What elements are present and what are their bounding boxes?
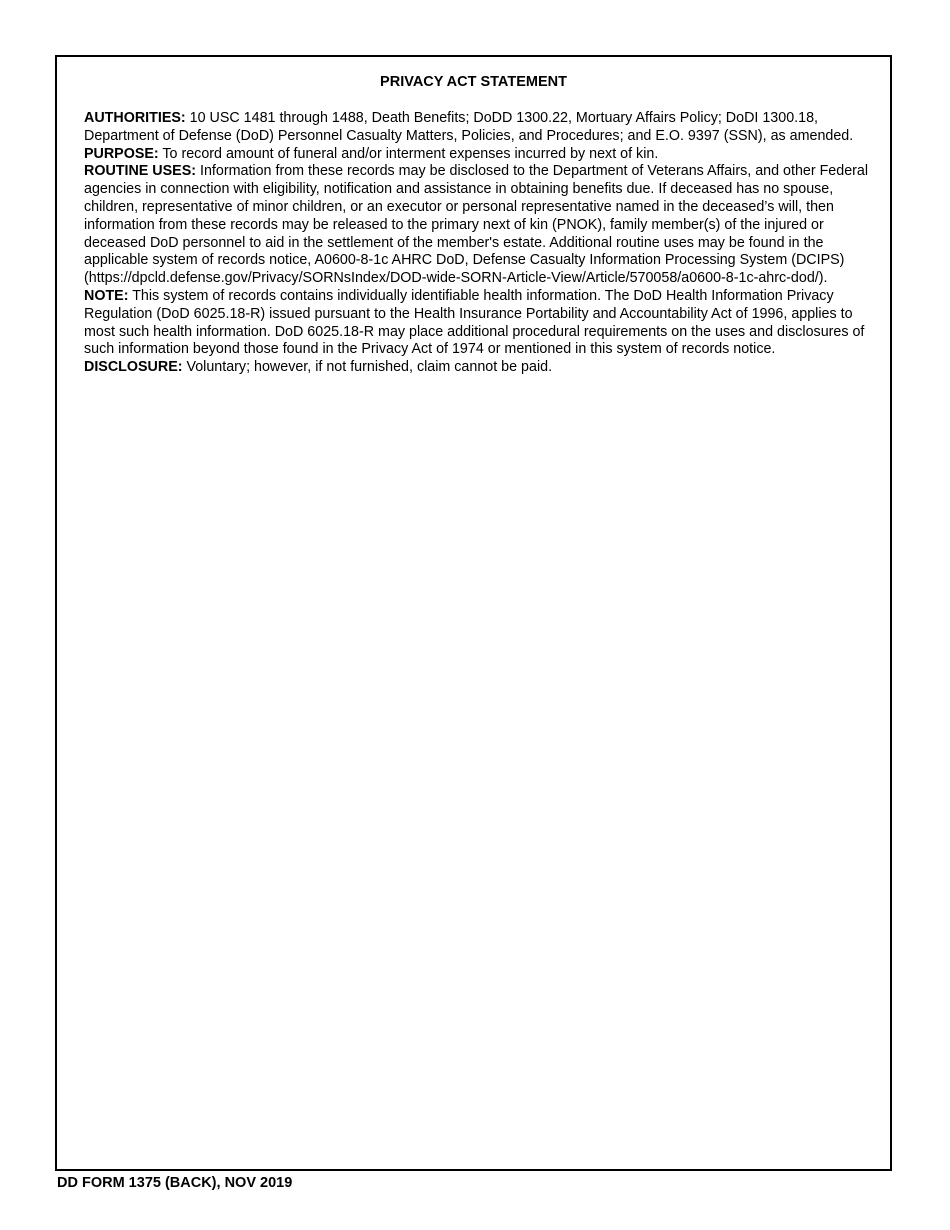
purpose-paragraph: [84, 146, 874, 164]
purpose-label: PURPOSE:: [84, 145, 159, 162]
authorities-text: 10 USC 1481 through 1488, Death Benefits; DoDD 1300.22, Mortuary Affairs Policy; DoDI 1300.18, Department of Defense (DoD) Personnel Casualty Matters, Policies, and Procedures; and E.O. 9397 (SSN), as amended.: [84, 110, 854, 144]
statement-body: [84, 110, 874, 377]
disclosure-label: DISCLOSURE:: [84, 359, 183, 376]
note-label: NOTE:: [84, 287, 129, 304]
page-title: PRIVACY ACT STATEMENT: [380, 74, 567, 90]
note-paragraph: [84, 288, 874, 359]
routine-uses-paragraph: [84, 163, 874, 288]
disclosure-paragraph: [84, 359, 874, 377]
disclosure-text: Voluntary; however, if not furnished, claim cannot be paid.: [182, 359, 553, 376]
authorities-paragraph: [84, 110, 874, 146]
purpose-text: To record amount of funeral and/or interment expenses incurred by next of kin.: [158, 145, 659, 162]
routine-uses-text: Information from these records may be disclosed to the Department of Veterans Affairs, and other Federal agencies in connection with eligibility, notification and assistance in obtaining benefits due. If deceased has no spouse, children, representative of minor children, or an executor or personal representative named in the deceased’s will, then information from these records may be released to the primary next of kin (PNOK), family member(s) of the injured or deceased DoD personnel to aid in the settlement of the member's estate. Additional routine uses may be found in the applicable system of records notice, A0600-8-1c AHRC DoD, Defense Casualty Information Processing System (DCIPS) (https://dpcld.defense.gov/Privacy/SORNsIndex/DOD-wide-SORN-Article-View/Article/570058/a0600-8-1c-ahrc-dod/).: [84, 163, 869, 287]
form-border: [55, 55, 892, 1171]
note-text: This system of records contains individually identifiable health information. The DoD Health Information Privacy Regulation (DoD 6025.18-R) issued pursuant to the Health Insurance Portability and Accountability Act of 1996, applies to most such health information. DoD 6025.18-R may place additional procedural requirements on the uses and disclosures of such information beyond those found in the Privacy Act of 1974 or mentioned in this system of records notice.: [84, 287, 865, 358]
routine-uses-label: ROUTINE USES:: [84, 163, 197, 180]
form-footer: DD FORM 1375 (BACK), NOV 2019: [57, 1175, 293, 1191]
authorities-label: AUTHORITIES:: [84, 110, 186, 126]
